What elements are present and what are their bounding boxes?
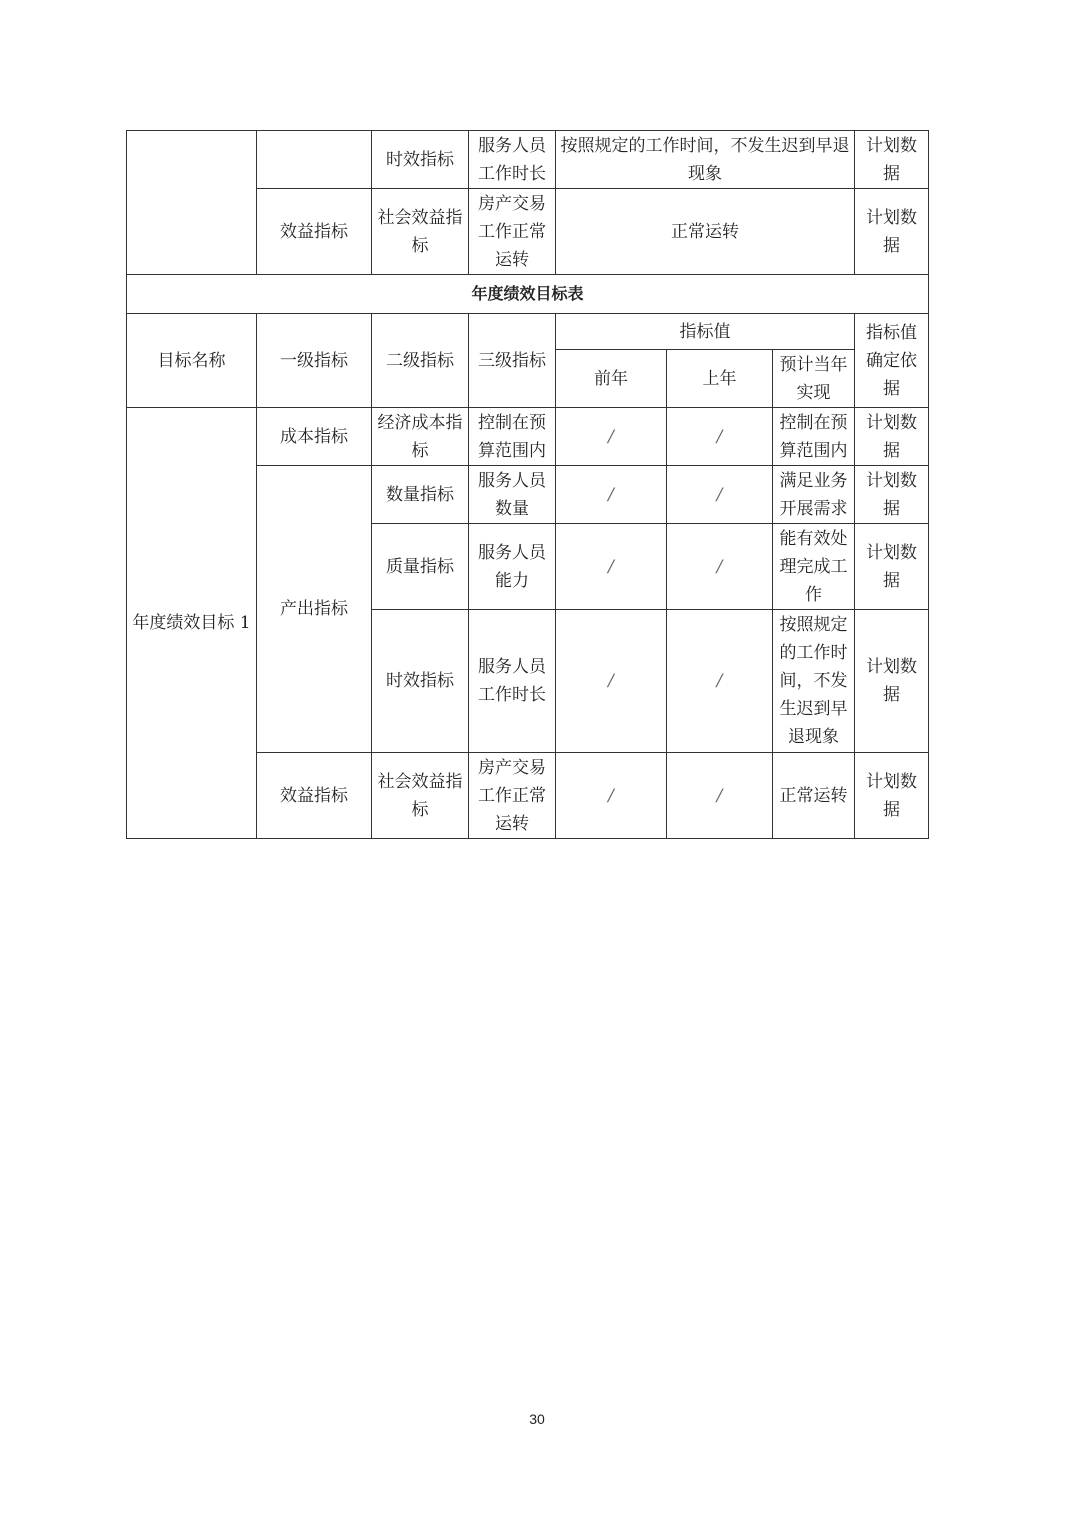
header-expected: 预计当年实现 [773,350,855,408]
prev-cell: / [556,524,667,610]
l4-cell: 服务人员工作时长 [469,131,556,189]
header-l3: 二级指标 [372,314,469,408]
last-cell: / [667,753,773,839]
basis-cell: 计划数据 [855,131,929,189]
l2-cell: 效益指标 [257,189,372,275]
header-row [127,314,929,350]
header-value: 指标值 [556,314,855,350]
last-cell: / [667,610,773,753]
basis-cell: 计划数据 [855,466,929,524]
last-cell: / [667,524,773,610]
basis-cell: 计划数据 [855,189,929,275]
l4-cell: 房产交易工作正常运转 [469,189,556,275]
basis-cell: 计划数据 [855,753,929,839]
l4-cell: 服务人员能力 [469,524,556,610]
prev-cell: / [556,408,667,466]
last-cell: / [667,408,773,466]
value-cell: 按照规定的工作时间，不发生迟到早退现象 [556,131,855,189]
basis-cell: 计划数据 [855,610,929,753]
header-l4: 三级指标 [469,314,556,408]
l3-cell: 时效指标 [372,610,469,753]
l3-cell: 时效指标 [372,131,469,189]
l3-cell: 社会效益指标 [372,753,469,839]
table-title: 年度绩效目标表 [127,275,929,314]
expected-cell: 控制在预算范围内 [773,408,855,466]
basis-cell: 计划数据 [855,524,929,610]
page-number: 30 [529,1411,545,1427]
l4-cell: 服务人员工作时长 [469,610,556,753]
l4-cell: 房产交易工作正常运转 [469,753,556,839]
table-title-row [127,275,929,314]
goal-name-cell [127,131,257,275]
value-cell: 正常运转 [556,189,855,275]
l3-cell: 社会效益指标 [372,189,469,275]
expected-cell: 能有效处理完成工作 [773,524,855,610]
basis-cell: 计划数据 [855,408,929,466]
header-basis: 指标值确定依据 [855,314,929,408]
table-row [127,131,929,189]
header-last: 上年 [667,350,773,408]
expected-cell: 按照规定的工作时间，不发生迟到早退现象 [773,610,855,753]
l3-cell: 质量指标 [372,524,469,610]
expected-cell: 满足业务开展需求 [773,466,855,524]
header-l2: 一级指标 [257,314,372,408]
header-prev: 前年 [556,350,667,408]
prev-cell: / [556,753,667,839]
l4-cell: 服务人员数量 [469,466,556,524]
l2-cell [257,131,372,189]
l2-cell: 产出指标 [257,466,372,753]
l4-cell: 控制在预算范围内 [469,408,556,466]
performance-table [126,130,929,839]
l3-cell: 数量指标 [372,466,469,524]
goal-name: 年度绩效目标 1 [127,408,257,839]
l2-cell: 效益指标 [257,753,372,839]
l2-cell: 成本指标 [257,408,372,466]
expected-cell: 正常运转 [773,753,855,839]
l3-cell: 经济成本指标 [372,408,469,466]
header-goal-name: 目标名称 [127,314,257,408]
table-row [127,408,929,466]
prev-cell: / [556,466,667,524]
last-cell: / [667,466,773,524]
prev-cell: / [556,610,667,753]
